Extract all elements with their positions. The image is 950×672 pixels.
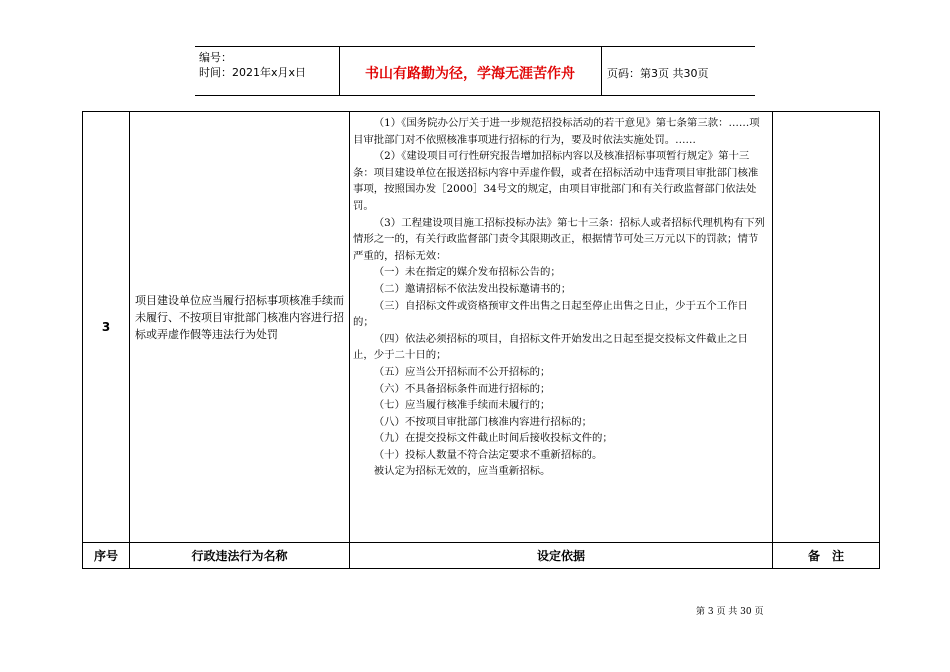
basis-paragraph: （3）工程建设项目施工招标投标办法》第七十三条：招标人或者招标代理机构有下列情形之一的，有关行政监督部门责令其限期改正，根据情节可处三万元以下的罚款；情节严重的，招标无效： xyxy=(353,216,765,262)
header-bottom-rule xyxy=(195,95,755,96)
basis-paragraph: （2）《建设项目可行性研究报告增加招标内容以及核准招标事项暂行规定》第十三条：项目建设单位在报送招标内容中弄虚作假，或者在招标活动中违背项目审批部门核准事项，按照国办发［2000］34号文的规定，由项目审批部门和有关行政监督部门依法处罚。 xyxy=(353,150,759,212)
regulation-table xyxy=(82,111,880,569)
basis-paragraph: 被认定为招标无效的，应当重新招标。 xyxy=(373,465,551,478)
legal-basis xyxy=(353,115,766,480)
column-header-remark: 备 注 xyxy=(807,549,844,563)
column-divider xyxy=(349,112,350,568)
column-header-basis: 设定依据 xyxy=(536,549,585,563)
page-header xyxy=(195,46,755,96)
header-divider xyxy=(339,46,340,96)
column-divider xyxy=(129,112,130,568)
document-time-label: 时间：2021年x月x日 xyxy=(199,66,307,79)
page-footer: 第 3 页 共 30 页 xyxy=(696,607,764,617)
violation-name: 项目建设单位应当履行招标事项核准手续而未履行、不按项目审批部门核准内容进行招标或弄虚作假等违法行为处罚 xyxy=(135,294,344,341)
basis-paragraph: （一）未在指定的媒介发布招标公告的； xyxy=(373,266,561,279)
table-header-row xyxy=(83,542,879,570)
header-motto: 书山有路勤为径，学海无涯苦作舟 xyxy=(365,66,575,82)
basis-paragraph: （五）应当公开招标而不公开招标的； xyxy=(373,365,551,378)
remark-cell xyxy=(773,112,879,542)
document-number-label: 编号： xyxy=(199,51,232,64)
basis-paragraph: （七）应当履行核准手续而未履行的； xyxy=(373,399,551,412)
header-top-rule xyxy=(195,46,755,47)
basis-paragraph: （八）不按项目审批部门核准内容进行招标的； xyxy=(373,415,592,428)
header-meta xyxy=(199,50,306,80)
row-index: 3 xyxy=(101,320,111,334)
basis-paragraph: （十）投标人数量不符合法定要求不重新招标的。 xyxy=(373,448,603,461)
column-header-index: 序号 xyxy=(93,549,118,563)
header-divider xyxy=(601,46,602,96)
header-page-label: 页码：第3页 共30页 xyxy=(607,67,709,80)
basis-paragraph: （九）在提交投标文件截止时间后接收投标文件的； xyxy=(373,432,613,445)
basis-paragraph: （1）《国务院办公厅关于进一步规范招投标活动的若干意见》第七条第三款：……项目审批部门对不依照核准事项进行招标的行为，要及时依法实施处罚。…… xyxy=(353,117,760,146)
basis-paragraph: （二）邀请招标不依法发出投标邀请书的； xyxy=(373,282,572,295)
basis-paragraph: （四）依法必须招标的项目，自招标文件开始发出之日起至提交投标文件截止之日止，少于二十日的； xyxy=(353,332,748,362)
basis-paragraph: （六）不具备招标条件而进行招标的； xyxy=(373,382,551,395)
column-header-name: 行政违法行为名称 xyxy=(191,549,288,563)
basis-paragraph: （三）自招标文件或资格预审文件出售之日起至停止出售之日止，少于五个工作日的； xyxy=(353,299,748,329)
